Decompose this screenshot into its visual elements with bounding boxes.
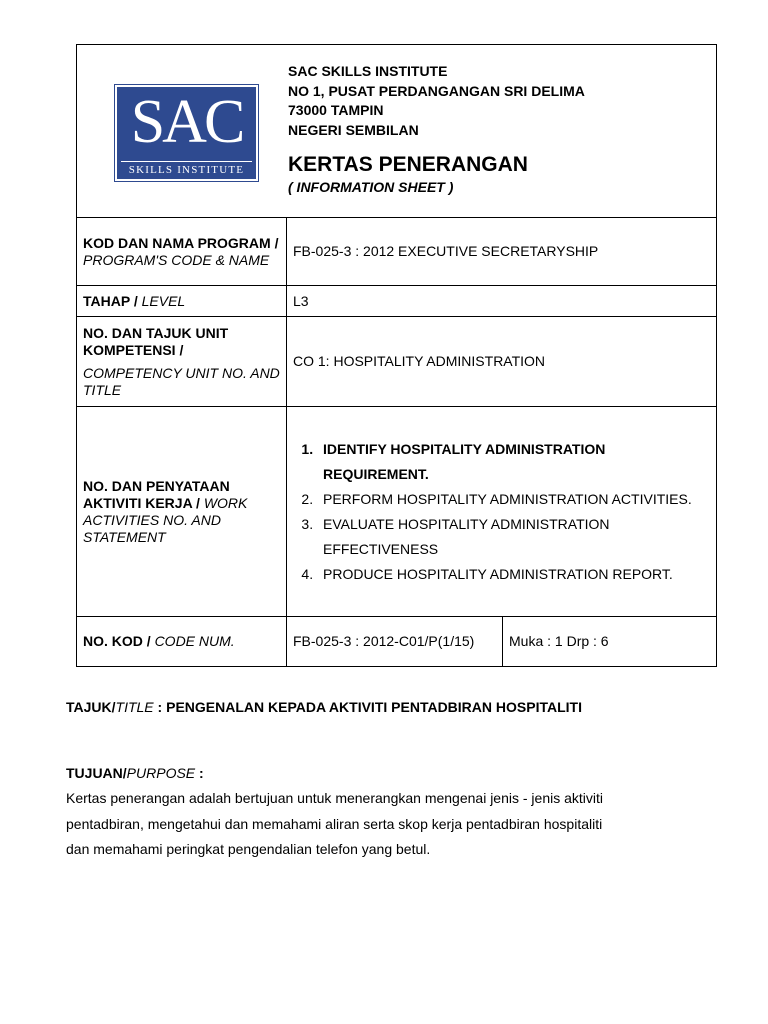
institute-address-block — [288, 62, 585, 140]
level-label-english: LEVEL — [141, 292, 186, 309]
title-label-english: TITLE — [115, 699, 154, 715]
institute-name: SAC SKILLS INSTITUTE — [288, 63, 448, 79]
unit-label-cell — [77, 317, 287, 407]
program-label-cell — [77, 218, 287, 286]
purpose-label-english: PURPOSE — [126, 765, 196, 781]
activities-label: NO. DAN PENYATAAN AKTIVITI KERJA / — [83, 477, 230, 511]
program-label-english: PROGRAM'S CODE & NAME — [83, 251, 270, 268]
program-label: KOD DAN NAMA PROGRAM / — [83, 234, 279, 251]
page-count: Muka : 1 Drp : 6 — [503, 617, 717, 667]
activity-item-1: 1. IDENTIFY HOSPITALITY ADMINISTRATION REQUIREMENT. — [317, 437, 710, 487]
activities-list — [293, 437, 710, 587]
level-value: L3 — [287, 286, 717, 317]
document-title-line — [66, 698, 582, 716]
code-label: NO. KOD / — [83, 633, 151, 649]
sac-logo — [115, 85, 258, 181]
purpose-line-1: Kertas penerangan adalah bertujuan untuk menerangkan mengenai jenis - jenis aktiviti — [66, 790, 604, 806]
purpose-line-3: dan memahami peringkat pengendalian telefon yang betul. — [66, 841, 431, 857]
logo-rule — [121, 161, 252, 162]
activity-item-3: 3. EVALUATE HOSPITALITY ADMINISTRATION EFFECTIVENESS — [317, 512, 710, 562]
program-value: FB-025-3 : 2012 EXECUTIVE SECRETARYSHIP — [287, 218, 717, 286]
activities-label-english: WORK ACTIVITIES NO. AND STATEMENT — [83, 494, 248, 545]
code-value: FB-025-3 : 2012-C01/P(1/15) — [287, 617, 503, 667]
document-title: PENGENALAN KEPADA AKTIVITI PENTADBIRAN HOSPITALITI — [166, 699, 582, 715]
logo-subtitle: SKILLS INSTITUTE — [128, 164, 245, 176]
unit-label-english: COMPETENCY UNIT NO. AND TITLE — [83, 364, 280, 398]
purpose-paragraph — [66, 786, 603, 863]
code-label-cell — [77, 617, 287, 667]
institute-address-line-1: NO 1, PUSAT PERDANGANGAN SRI DELIMA — [288, 82, 585, 99]
sheet-subtitle: ( INFORMATION SHEET ) — [288, 179, 454, 195]
institute-address-line-3: NEGERI SEMBILAN — [288, 121, 419, 138]
activities-label-cell — [77, 407, 287, 617]
institute-address-line-2: 73000 TAMPIN — [288, 102, 384, 118]
level-label: TAHAP / — [83, 292, 138, 309]
unit-value: CO 1: HOSPITALITY ADMINISTRATION — [287, 317, 717, 407]
title-label: TAJUK/ — [66, 699, 116, 715]
activity-item-2: 2. PERFORM HOSPITALITY ADMINISTRATION ACTIVITIES. — [317, 487, 710, 512]
purpose-line-2: pentadbiran, mengetahui dan memahami aliran serta skop kerja pentadbiran hospitaliti — [66, 815, 603, 832]
logo-mark: SAC — [130, 88, 243, 156]
unit-label: NO. DAN TAJUK UNIT KOMPETENSI / — [83, 324, 229, 358]
activities-list-cell — [287, 407, 717, 617]
code-label-english: CODE NUM. — [154, 633, 235, 649]
purpose-heading — [66, 764, 204, 782]
information-sheet-table — [76, 44, 717, 667]
sheet-title: KERTAS PENERANGAN — [288, 153, 528, 176]
activity-item-4: 4. PRODUCE HOSPITALITY ADMINISTRATION REPORT. — [317, 562, 710, 587]
sheet-header — [77, 45, 717, 218]
purpose-label: TUJUAN/ — [66, 765, 127, 781]
title-separator: : — [153, 699, 167, 715]
level-label-cell — [77, 286, 287, 317]
purpose-colon: : — [195, 765, 204, 781]
